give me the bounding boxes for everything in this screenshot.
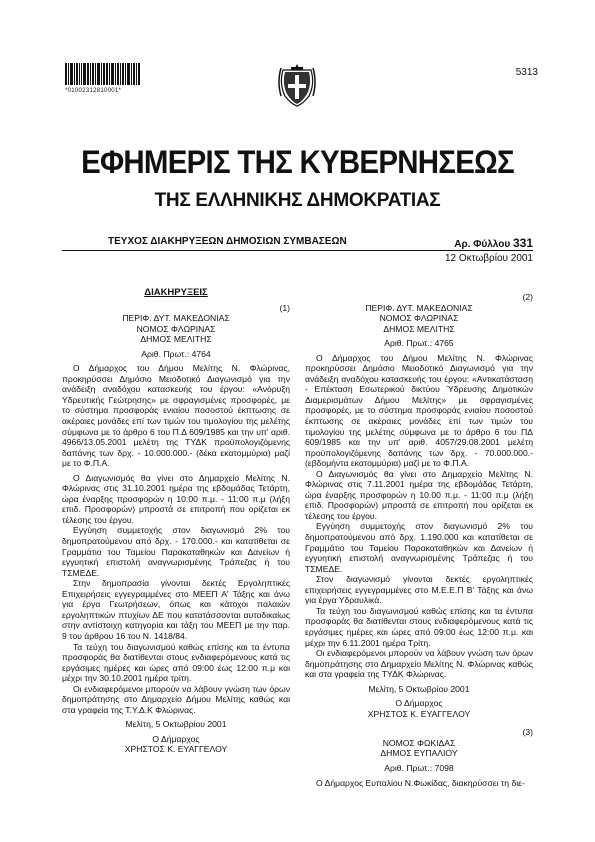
org-line: ΝΟΜΟΣ ΦΛΩΡΙΝΑΣ — [136, 323, 216, 334]
paragraph: Ο Διαγωνισμός θα γίνει στο Δημαρχείο Μελίτης Ν. Φλώρινας στις 7.11.2001 ημέρα της εβδομάδας Τετάρτη, ώρα έναρξης προσφορών η 10.00 π.μ. - 11:00 π.μ (λήξη επιδ. Προσφορών) μπροστά σε επιτροπή που ορίζεται εκ τέλεσης του έργου. — [305, 468, 533, 521]
place-date: Μελίτη, 5 Οκτωβρίου 2001 — [125, 719, 227, 730]
org-line: ΠΕΡΙΦ. ΔΥΤ. ΜΑΚΕΔΟΝΙΑΣ — [365, 302, 473, 313]
org-line: ΔΗΜΟΣ ΜΕΛΙΤΗΣ — [140, 334, 212, 345]
greek-coat-of-arms-icon — [275, 62, 319, 108]
issue-date: 12 Οκτωβρίου 2001 — [444, 253, 533, 264]
signer-name: ΧΡΗΣΤΟΣ Κ. ΕΥΑΓΓΕΛΟΥ — [367, 708, 471, 719]
sheet-number-label: Αρ. Φύλλου 331 — [454, 236, 533, 250]
sheet-number: 331 — [512, 236, 533, 250]
section-title: ΔΙΑΚΗΡΥΞΕΙΣ — [144, 287, 208, 298]
item-number: (1) — [279, 302, 290, 313]
paragraph: Ο Δήμαρχος Ευπαλίου Ν.Φωκίδας, διακηρύσσει τη διε- — [316, 777, 525, 788]
left-column — [62, 288, 290, 755]
paragraph: Οι ενδιαφερόμενοι μπορούν να λάβουν γνώση των όρων δημοπράτησης στο Δημαρχείο Μελίτης Ν. Φλώρινας καθώς και στα γραφεία της ΤΥΔΚ Φλώρινας. — [305, 648, 533, 680]
paragraph: Στην δημοπρασία γίνονται δεκτές Εργοληπτικές Επιχειρήσεις εγγεγραμμένες στο ΜΕΕΠ Α' Τάξης και άνω για έργα Γεωτρήσεων, όπως και κάτοχοι παλαιών εργοληπτικών πτυχίων ΔΕ που κατατάσσονται αυτοδικαίως στην αντίστοιχη κατηγορία και τάξη του ΜΕΕΠ με την παρ. 9 του άρθρου 16 του Ν. 1418/84. — [62, 578, 290, 641]
page-number: 5313 — [515, 67, 538, 78]
paragraph: Ο Δήμαρχος του Δήμου Μελίτης Ν. Φλώρινας, προκηρύσσει Δημόσιο Μειοδοτικό Διαγωνισμό για την ανάδειξη αναδόχου κατασκευής του έργου: «Ανόρυξη Υδρευτικής Γεώτρησης» με σφραγισμένες προσφορές, με το σύστημα προσφοράς ενιαίου ποσοστού έκπτωσης σε ακέραιες μονάδες επί των τιμών του τιμολογίου της μελέτης σύμφωνα με το άρθρο 6 του Π.Δ 609/1985 και την υπ' αριθ. 4966/13.05.2001 μελέτη της ΤΥΔΚ προϋπολογιζόμενης δαπάνης των δρχ. - 10.000.000.- (δέκα εκατομμύρια) μαζί με το Φ.Π.Α. — [62, 363, 290, 469]
org-line: ΝΟΜΟΣ ΦΛΩΡΙΝΑΣ — [379, 313, 459, 324]
paragraph: Τα τεύχη του διαγωνισμού καθώς επίσης και τα έντυπα προσφοράς θα διατίθενται στους ενδιαφερόμενους κατά τις εργάσιμες ημέρες και ώρες από 09:00 έως 12:00 π.μ και μέχρι την 30.10.2001 ημέρα τρίτη. — [62, 641, 290, 684]
paragraph: Οι ενδιαφερόμενοι μπορούν να λάβουν γνώση των όρων δημοπράτησης στο Δημαρχείο Δήμου Μελίτης καθώς και στα γραφεία της Τ.Υ.Δ.Κ Φλώρινας. — [62, 683, 290, 715]
org-line: ΝΟΜΟΣ ΦΩΚΙΔΑΣ — [382, 737, 456, 748]
protocol-number: Αριθ. Πρωτ.: 7098 — [384, 762, 454, 773]
gazette-subtitle: ΤΗΣ ΕΛΛΗΝΙΚΗΣ ΔΗΜΟΚΡΑΤΙΑΣ — [154, 190, 441, 211]
protocol-number: Αριθ. Πρωτ.: 4764 — [141, 348, 211, 359]
org-line: ΔΗΜΟΣ ΕΥΠΑΛΙΟΥ — [380, 748, 458, 759]
item-number: (3) — [522, 727, 533, 738]
barcode-number: *01002312810001* — [65, 88, 122, 94]
signer-title: Ο Δήμαρχος — [395, 698, 443, 709]
gazette-title: ΕΦΗΜΕΡΙΣ ΤΗΣ ΚΥΒΕΡΝΗΣΕΩΣ — [81, 144, 514, 180]
paragraph: Τα τεύχη του διαγωνισμού καθώς επίσης και τα έντυπα προσφοράς θα διατίθενται στους ενδιαφερόμενους κατά τις εργάσιμες ημέρες και ώρες από 09:00 έως 12:00 π.μ. και μέχρι την 6.11.2001 ημέρα Τρίτη. — [305, 605, 533, 648]
paragraph: Στον διαγωνισμό γίνονται δεκτές εργοληπτικές επιχειρήσεις εγγεγραμμένες στο Μ.Ε.Ε.Π Β' Τάξης και άνω για έργα Υδραυλικά. — [305, 574, 533, 606]
right-column — [305, 292, 533, 788]
paragraph: Ο Δήμαρχος του Δήμου Μελίτης Ν. Φλώρινας προκηρύσσει Δημόσιο Μειοδοτικό Διαγωνισμό για την ανάδειξη αναδόχου κατασκευής του έργου: «Αντικατάσταση - Επέκταση Εσωτερικού δικτύου Ύδρευσης Δημοτικών Διαμερισμάτων Δήμου Μελίτης» με σφραγισμένες προσφορές, με το σύστημα προσφοράς ενιαίου ποσοστού έκπτωσης σε ακέραιες μονάδες επί των τιμών του τιμολογίου της μελέτης σύμφωνα με το άρθρο 6 του ΠΔ 609/1985 και την υπ' αριθ. 4057/29.08.2001 μελέτη προϋπολογιζόμενης δαπάνης των δρχ. - 70.000.000.- (εβδομήντα εκατομμύρια) μαζί με το Φ.Π.Α. — [305, 352, 533, 469]
org-line: ΔΗΜΟΣ ΜΕΛΙΤΗΣ — [383, 323, 455, 334]
signer-title: Ο Δήμαρχος — [152, 733, 200, 744]
paragraph: Εγγύηση συμμετοχής στον διαγωνισμό 2% του δημοπρατούμενου από δρχ. - 170.000.- και κατατίθεται σε Γραμμάτιο του Ταμείου Παρακαταθηκών και Δανείων ή εγγυητική επιστολή αναγνωρισμένης Τράπεζας ή του ΤΣΜΕΔΕ. — [62, 525, 290, 578]
header-rule — [62, 250, 533, 251]
protocol-number: Αριθ. Πρωτ.: 4765 — [384, 338, 454, 349]
issue-type: ΤΕΥΧΟΣ ΔΙΑΚΗΡΥΞΕΩΝ ΔΗΜΟΣΙΩΝ ΣΥΜΒΑΣΕΩΝ — [108, 236, 347, 247]
paragraph: Ο Διαγωνισμός θα γίνει στο Δημαρχείο Μελίτης Ν. Φλώρινας στις 31.10.2001 ημέρα της εβδομάδας Τετάρτη, ώρα έναρξης προσφορών η 10:00 π.μ. - 11:00 π.μ (λήξη επιδ. Προσφορών) μπροστά σε επιτροπή που ορίζεται εκ τέλεσης του έργου. — [62, 472, 290, 525]
place-date: Μελίτη, 5 Οκτωβρίου 2001 — [368, 683, 470, 694]
signer-name: ΧΡΗΣΤΟΣ Κ. ΕΥΑΓΓΕΛΟΥ — [124, 744, 228, 755]
org-line: ΠΕΡΙΦ. ΔΥΤ. ΜΑΚΕΔΟΝΙΑΣ — [122, 313, 230, 324]
barcode — [65, 63, 150, 85]
paragraph: Εγγύηση συμμετοχής στον διαγωνισμό 2% του δημοπρατούμενου από δρχ. 1.190.000 και κατατίθεται σε Γραμμάτιο του Ταμείου Παρακαταθηκών και Δανείων ή εγγυητική επιστολή αναγνωρισμένης Τράπεζας ή του ΤΣΜΕΔΕ. — [305, 521, 533, 574]
item-number: (2) — [522, 292, 533, 302]
